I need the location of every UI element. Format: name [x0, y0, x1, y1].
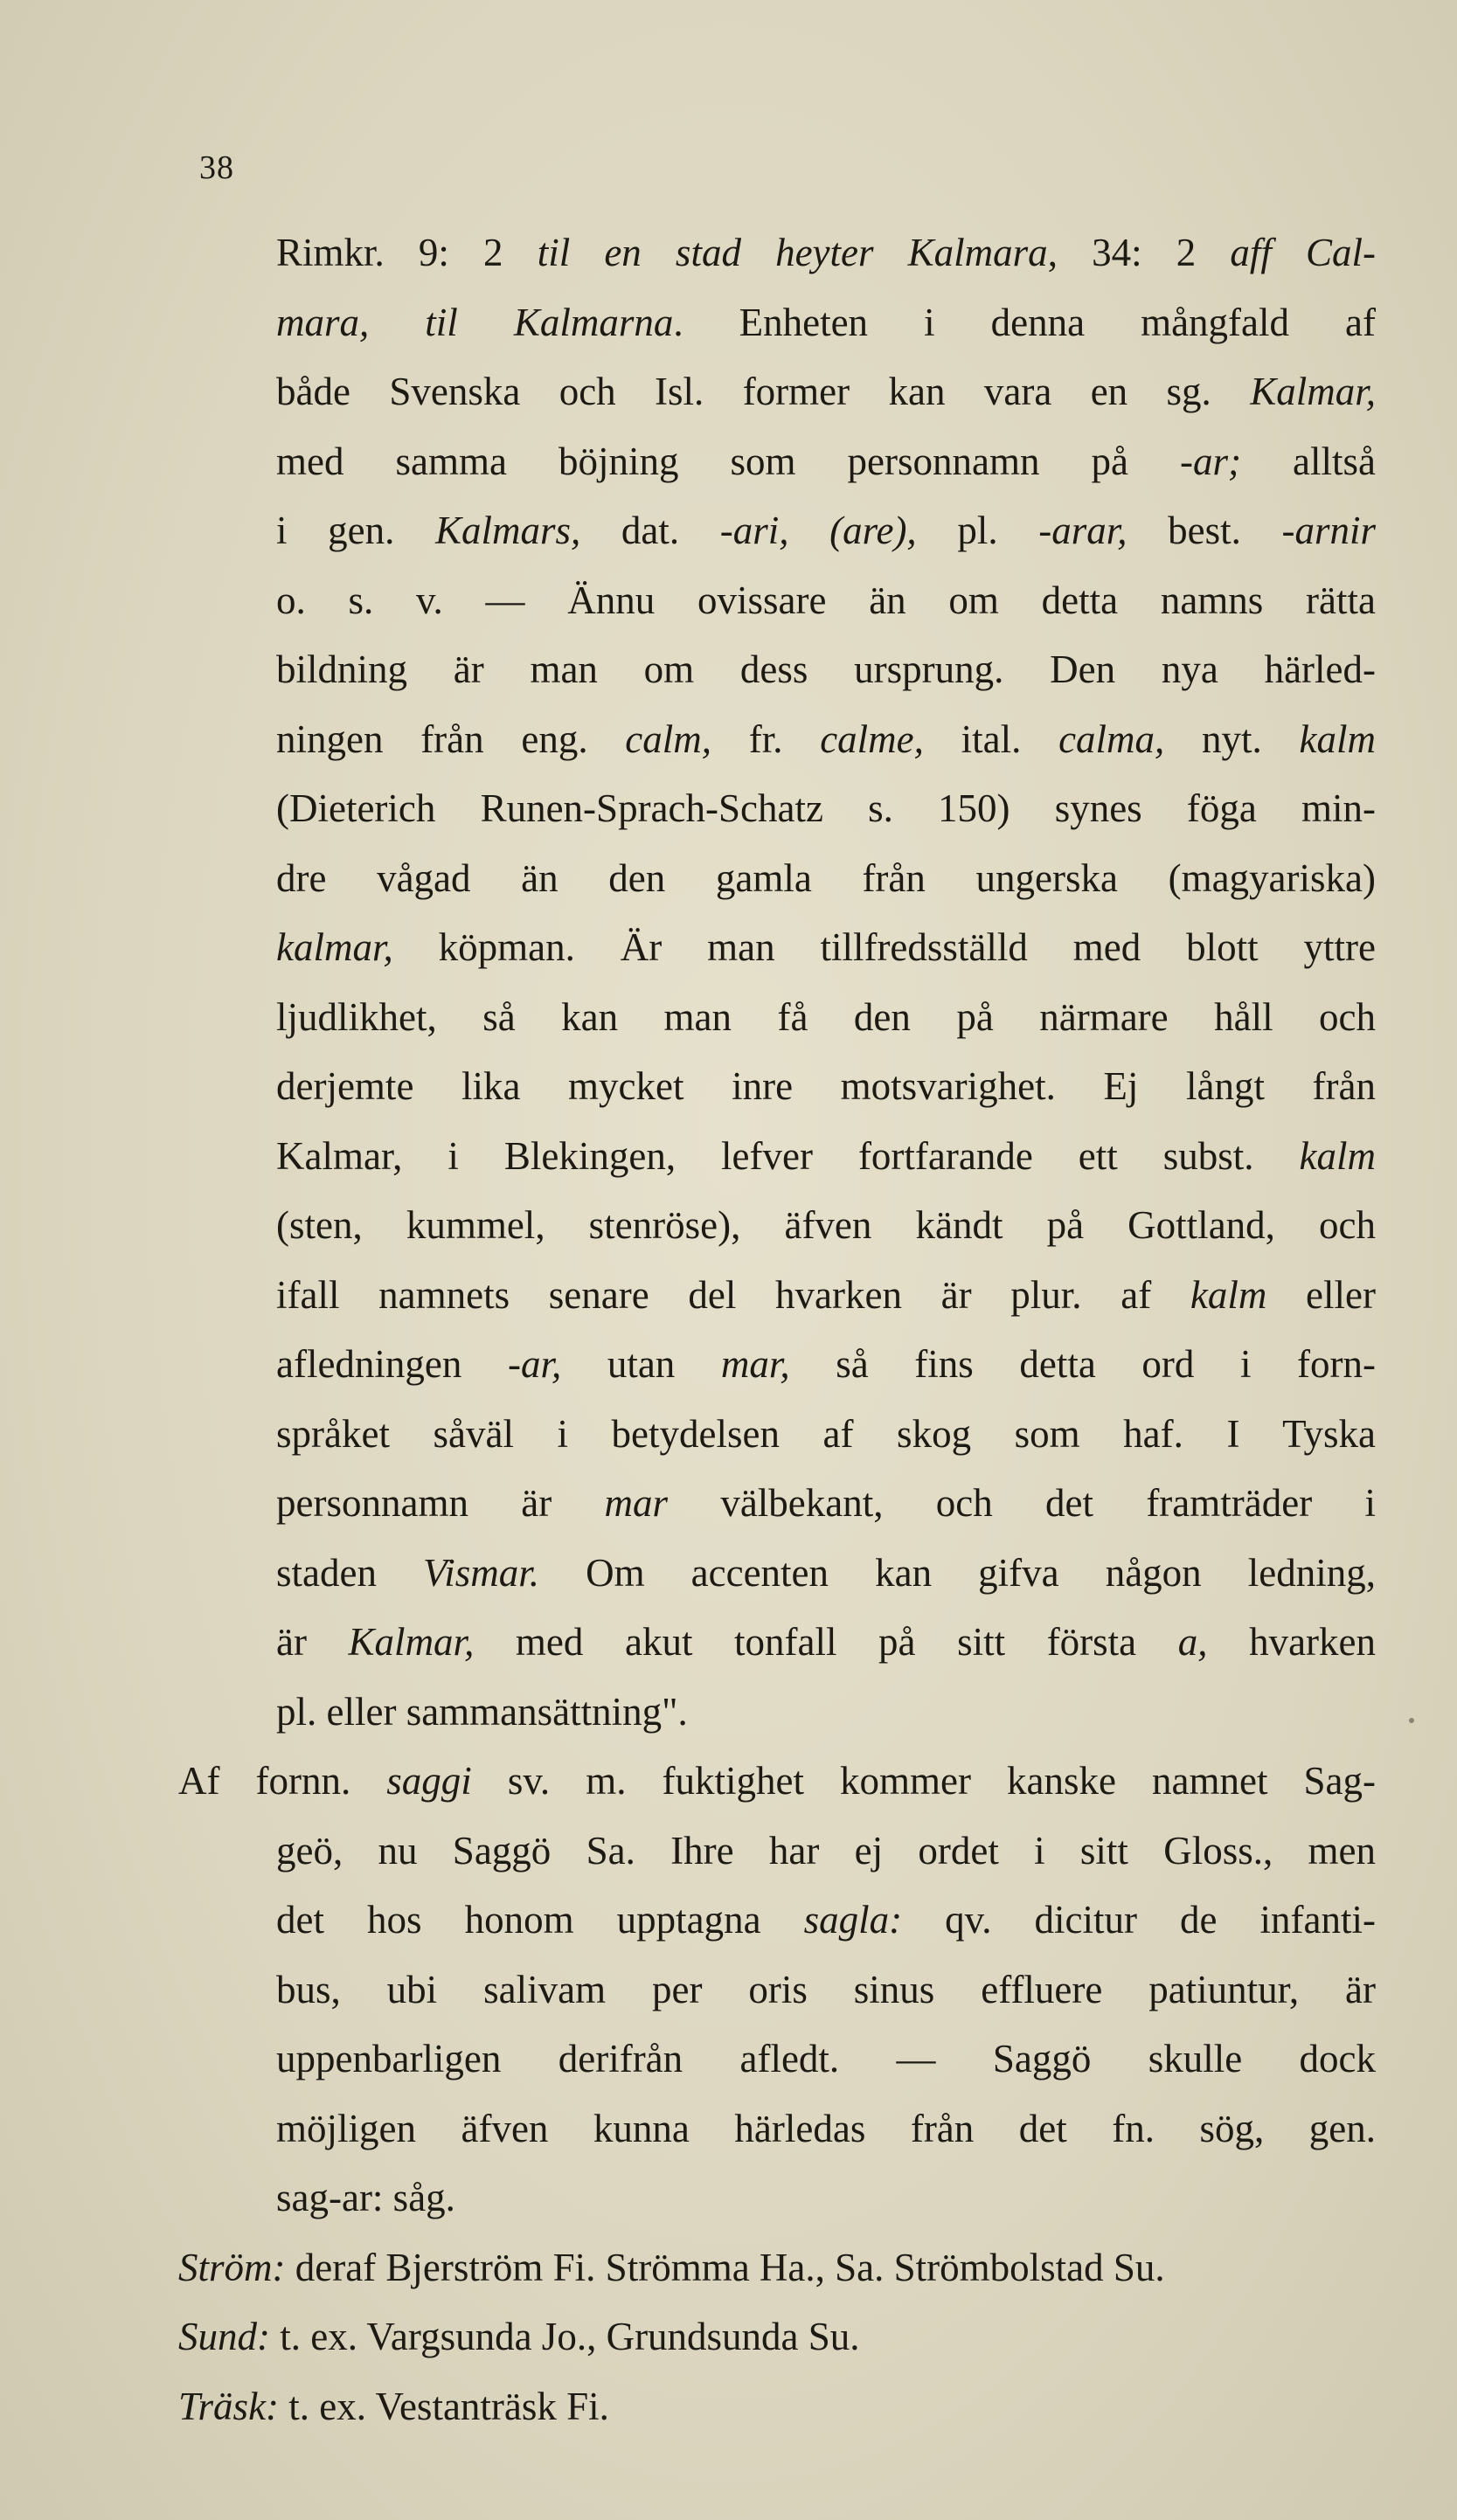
- italic-text: Kalmars,: [434, 509, 581, 552]
- italic-text: calm,: [625, 717, 712, 761]
- text-line: [178, 357, 1376, 427]
- text-run: både Svenska och Isl. former kan vara en sg.: [276, 370, 1251, 413]
- text-run: pl. eller sammansättning".: [276, 1689, 688, 1734]
- text-run: . Enheten i denna mångfald af: [673, 300, 1376, 344]
- text-run: (sten, kummel, stenröse), äfven kändt på Gottland, och: [276, 1203, 1376, 1247]
- text-line: [178, 983, 1376, 1053]
- italic-text: Ström:: [178, 2245, 286, 2289]
- text-run: det hos honom upptagna: [276, 1898, 804, 1942]
- italic-text: a,: [1177, 1620, 1208, 1664]
- text-run: qv. dicitur de infanti-: [902, 1898, 1376, 1942]
- text-line: [178, 1539, 1376, 1609]
- text-line: [178, 1400, 1376, 1470]
- italic-text: -arar,: [1038, 509, 1127, 552]
- text-line: [178, 496, 1376, 566]
- italic-text: -ari, (are),: [719, 509, 917, 552]
- text-line: [178, 1678, 1376, 1748]
- text-run: Kalmar, i Blekingen, lefver fortfarande ett subst.: [276, 1133, 1300, 1178]
- text-run: med samma böjning som personnamn på: [276, 439, 1181, 483]
- text-line: [178, 844, 1376, 914]
- text-run: fr.: [711, 717, 821, 761]
- italic-text: mar: [604, 1481, 669, 1525]
- text-run: derjemte lika mycket inre motsvarighet. Ej långt från: [276, 1064, 1376, 1108]
- text-run: bus, ubi salivam per oris sinus effluere patiuntur, är: [276, 1967, 1376, 2011]
- text-run: best.: [1127, 509, 1282, 552]
- text-run: välbekant, och det framträder i: [668, 1481, 1376, 1525]
- text-line: [178, 1608, 1376, 1678]
- text-run: är: [276, 1620, 349, 1664]
- italic-text: -ar;: [1180, 439, 1241, 483]
- text-run: dat.: [580, 509, 720, 552]
- italic-text: Träsk:: [178, 2384, 280, 2428]
- text-line: [178, 1886, 1376, 1956]
- text-run: sag-ar: såg.: [276, 2176, 455, 2219]
- text-line: [178, 2233, 1376, 2303]
- text-run: ital.: [923, 717, 1059, 761]
- text-run: nyt.: [1164, 717, 1300, 761]
- text-run: dre vågad än den gamla från ungerska (magyariska): [276, 855, 1376, 900]
- text-line: [178, 913, 1376, 983]
- italic-text: -ar,: [507, 1342, 562, 1386]
- page-number: 38: [199, 149, 234, 186]
- text-run: köpman. Är man tillfredsställd med blott yttre: [392, 925, 1376, 969]
- text-line: [178, 566, 1376, 636]
- text-run: uppenbarligen derifrån afledt. — Saggö skulle dock: [276, 2037, 1376, 2080]
- text-run: utan: [561, 1342, 721, 1386]
- text-run: t. ex. Vestanträsk Fi.: [279, 2384, 609, 2428]
- text-line: [178, 1052, 1376, 1122]
- text-run: Rimkr. 9: 2: [276, 231, 538, 274]
- text-line: [178, 2025, 1376, 2094]
- text-run: språket såväl i betydelsen af skog som haf. I Tyska: [276, 1411, 1376, 1456]
- text-line: [178, 705, 1376, 775]
- text-line: [178, 2372, 1376, 2442]
- italic-text: kalmar,: [276, 925, 393, 969]
- italic-text: calme,: [820, 717, 924, 761]
- text-run: afledningen: [276, 1342, 508, 1386]
- italic-text: Sund:: [178, 2315, 270, 2358]
- text-run: alltså: [1241, 439, 1376, 483]
- text-line: [178, 2302, 1376, 2372]
- print-speck: [1409, 1718, 1414, 1723]
- italic-text: aff Cal-: [1230, 231, 1376, 274]
- italic-text: Kalmar,: [348, 1620, 475, 1664]
- text-run: staden: [276, 1550, 424, 1595]
- text-run: (Dieterich Runen-Sprach-Schatz s. 150) synes föga min-: [276, 786, 1376, 830]
- text-line: [178, 1122, 1376, 1192]
- body-text: [178, 218, 1376, 2441]
- text-run: bildning är man om dess ursprung. Den nya härled-: [276, 647, 1376, 691]
- text-run: sv. m. fuktighet kommer kanske namnet Sag-: [471, 1759, 1376, 1803]
- text-run: Af fornn.: [178, 1759, 387, 1803]
- italic-text: calma,: [1058, 717, 1165, 761]
- text-run: ningen från eng.: [276, 717, 626, 761]
- text-run: personnamn är: [276, 1481, 605, 1525]
- text-run: med akut tonfall på sitt första: [474, 1620, 1178, 1664]
- text-line: [178, 1817, 1376, 1887]
- text-line: [178, 427, 1376, 497]
- text-run: ljudlikhet, så kan man få den på närmare håll och: [276, 994, 1376, 1039]
- text-run: geö, nu Saggö Sa. Ihre har ej ordet i sitt Gloss., men: [276, 1828, 1376, 1873]
- text-line: [178, 1191, 1376, 1261]
- text-line: [178, 1261, 1376, 1331]
- text-line: [178, 218, 1376, 288]
- text-run: deraf Bjerström Fi. Strömma Ha., Sa. Strömbolstad Su.: [285, 2245, 1165, 2289]
- text-line: [178, 2163, 1376, 2233]
- text-run: , 34: 2: [1047, 231, 1231, 274]
- text-line: [178, 774, 1376, 844]
- italic-text: til en stad heyter Kalmara: [537, 231, 1048, 274]
- text-line: [178, 1330, 1376, 1400]
- text-run: eller: [1266, 1272, 1376, 1317]
- text-line: [178, 1747, 1376, 1817]
- text-run: pl.: [916, 509, 1039, 552]
- italic-text: -arnir: [1281, 509, 1376, 552]
- italic-text: Kalmar,: [1250, 370, 1376, 413]
- text-run: möjligen äfven kunna härledas från det fn. sög, gen.: [276, 2106, 1376, 2150]
- italic-text: kalm: [1299, 1133, 1376, 1178]
- text-line: [178, 2094, 1376, 2164]
- italic-text: mar,: [720, 1342, 790, 1386]
- text-line: [178, 288, 1376, 358]
- text-run: o. s. v. — Ännu ovissare än om detta namns rätta: [276, 578, 1376, 622]
- italic-text: mara, til Kalmarna: [276, 300, 674, 344]
- text-run: Om accenten kan gifva någon ledning,: [538, 1550, 1376, 1595]
- italic-text: kalm: [1190, 1272, 1267, 1317]
- text-line: [178, 1956, 1376, 2025]
- text-run: i gen.: [276, 509, 435, 552]
- text-line: [178, 1469, 1376, 1539]
- italic-text: Vismar.: [423, 1550, 539, 1595]
- italic-text: sagla:: [803, 1898, 903, 1942]
- italic-text: saggi: [386, 1759, 472, 1803]
- text-run: hvarken: [1207, 1620, 1377, 1664]
- text-run: så fins detta ord i forn-: [789, 1342, 1376, 1386]
- italic-text: kalm: [1299, 717, 1376, 761]
- text-run: t. ex. Vargsunda Jo., Grundsunda Su.: [270, 2315, 860, 2358]
- text-line: [178, 635, 1376, 705]
- text-run: ifall namnets senare del hvarken är plur. af: [276, 1272, 1190, 1317]
